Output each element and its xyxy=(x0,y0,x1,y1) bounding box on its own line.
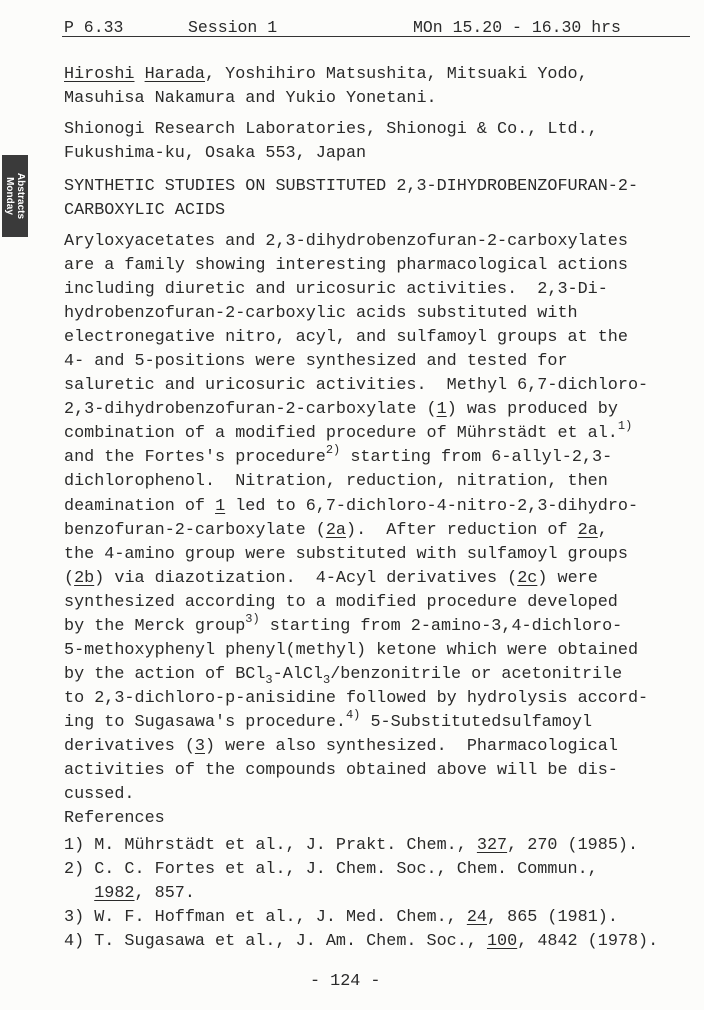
underlined-text: 327 xyxy=(476,836,508,855)
text-line xyxy=(64,200,638,222)
text-segment: derivatives ( xyxy=(64,736,195,756)
text-line xyxy=(64,471,648,493)
superscript: 3) xyxy=(245,611,260,626)
references-heading xyxy=(64,808,165,830)
text-line xyxy=(64,327,648,349)
text-segment: Masuhisa Nakamura and Yukio Yonetani. xyxy=(64,89,437,109)
text-segment: ) via diazotization. 4-Acyl derivatives ( xyxy=(94,568,518,588)
tab-line-2: Monday xyxy=(4,177,15,215)
superscript: 4) xyxy=(345,707,361,722)
text-segment: -AlCl xyxy=(272,664,323,684)
text-segment: including diuretic and uricosuric activities. 2,3-Di- xyxy=(64,280,608,300)
text-segment: deamination of xyxy=(64,496,216,516)
underlined-text: 1 xyxy=(215,496,226,516)
text-line xyxy=(64,143,598,165)
underlined-text: 24 xyxy=(466,908,487,928)
superscript: 1) xyxy=(617,419,633,434)
text-line xyxy=(64,883,658,905)
underlined-text: Harada xyxy=(144,65,206,84)
text-segment: cussed. xyxy=(64,785,135,805)
text-line xyxy=(64,64,588,86)
text-segment: 3) W. F. Hoffman et al., J. Med. Chem., xyxy=(64,908,467,928)
text-segment: 4) T. Sugasawa et al., J. Am. Chem. Soc., xyxy=(64,932,487,952)
page-header xyxy=(62,15,690,37)
text-segment xyxy=(64,884,94,903)
text-segment: by the Merck group xyxy=(64,616,246,636)
text-line xyxy=(64,664,648,686)
text-segment: benzofuran-2-carboxylate ( xyxy=(64,520,326,540)
text-segment: the 4-amino group were substituted with sulfamoyl groups xyxy=(64,544,628,564)
text-line xyxy=(64,496,648,518)
session-label: Session 1 xyxy=(188,18,278,37)
underlined-text: 100 xyxy=(486,932,518,952)
text-line xyxy=(64,784,648,806)
text-line xyxy=(64,375,648,397)
text-line xyxy=(64,399,648,421)
text-segment: 5-methoxyphenyl phenyl(methyl) ketone which were obtained xyxy=(64,640,639,660)
text-segment xyxy=(135,65,145,84)
text-segment: , xyxy=(597,520,608,540)
page-number: - 124 - xyxy=(310,972,381,991)
text-segment: ing to Sugasawa's procedure. xyxy=(64,712,346,732)
underlined-text: Hiroshi xyxy=(64,65,135,84)
text-segment: Aryloxyacetates and 2,3-dihydrobenzofuran-2-carboxylates xyxy=(64,232,628,251)
text-line xyxy=(64,736,648,758)
text-line xyxy=(64,544,648,566)
text-line xyxy=(64,808,165,830)
paper-title xyxy=(64,176,638,222)
text-segment: SYNTHETIC STUDIES ON SUBSTITUTED 2,3-DIHYDROBENZOFURAN-2- xyxy=(64,177,639,196)
underlined-text: 1 xyxy=(436,400,447,420)
authors xyxy=(64,64,588,110)
text-segment: Shionogi Research Laboratories, Shionogi & Co., Ltd., xyxy=(64,120,598,139)
underlined-text: 2a xyxy=(325,520,346,540)
text-line xyxy=(64,303,648,325)
text-segment: are a family showing interesting pharmacological actions xyxy=(64,256,628,276)
text-line xyxy=(64,279,648,301)
text-segment: hydrobenzofuran-2-carboxylic acids substituted with xyxy=(64,304,578,324)
text-line xyxy=(64,907,658,929)
text-line xyxy=(64,176,638,198)
text-segment: dichlorophenol. Nitration, reduction, nitration, then xyxy=(64,472,608,492)
text-segment: ) were xyxy=(537,568,598,588)
text-line xyxy=(64,640,648,662)
text-line xyxy=(64,351,648,373)
underlined-text: 2a xyxy=(577,520,598,540)
underlined-text: 1982 xyxy=(94,884,135,904)
text-line xyxy=(64,592,648,614)
text-segment: , 857. xyxy=(134,884,195,904)
text-segment: starting from 2-amino-3,4-dichloro- xyxy=(259,616,623,636)
text-segment: and the Fortes's procedure xyxy=(64,448,326,468)
text-segment: CARBOXYLIC ACIDS xyxy=(64,201,226,221)
text-line xyxy=(64,835,658,857)
text-line xyxy=(64,859,658,881)
text-line xyxy=(64,419,648,445)
affiliation xyxy=(64,119,598,165)
text-segment: ) was produced by xyxy=(446,400,618,420)
text-line xyxy=(64,707,648,734)
underlined-text: 2c xyxy=(517,568,538,588)
text-segment: , 4842 (1978). xyxy=(517,932,659,952)
text-segment: led to 6,7-dichloro-4-nitro-2,3-dihydro- xyxy=(225,496,639,516)
text-segment: 2,3-dihydrobenzofuran-2-carboxylate ( xyxy=(64,400,437,420)
text-segment: ) were also synthesized. Pharmacological xyxy=(205,736,618,756)
underlined-text: 3 xyxy=(194,736,205,756)
text-line xyxy=(64,760,648,782)
text-segment: , 270 (1985). xyxy=(507,836,639,855)
text-segment: saluretic and uricosuric activities. Methyl 6,7-dichloro- xyxy=(64,376,649,396)
text-line xyxy=(64,931,658,953)
text-segment: ). After reduction of xyxy=(346,520,578,540)
text-segment: to 2,3-dichloro-p-anisidine followed by hydrolysis accord- xyxy=(64,688,649,708)
text-segment: combination of a modified procedure of Mührstädt et al. xyxy=(64,424,618,444)
abstract-code: P 6.33 xyxy=(64,18,124,37)
text-segment: Fukushima-ku, Osaka 553, Japan xyxy=(64,144,367,164)
abstract-body xyxy=(64,231,648,806)
text-segment: 5-Substitutedsulfamoyl xyxy=(360,712,593,732)
text-line xyxy=(64,611,648,638)
text-segment: by the action of BCl xyxy=(64,664,266,684)
text-segment: /benzonitrile or acetonitrile xyxy=(330,664,623,684)
text-segment: 1) M. Mührstädt et al., J. Prakt. Chem., xyxy=(64,836,477,855)
text-line xyxy=(64,688,648,710)
references-list xyxy=(64,835,658,953)
subscript: 3 xyxy=(265,672,273,687)
text-segment: 2) C. C. Fortes et al., J. Chem. Soc., Chem. Commun., xyxy=(64,860,598,880)
superscript: 2) xyxy=(325,443,341,458)
text-line xyxy=(64,119,598,141)
text-segment: , 865 (1981). xyxy=(486,908,618,928)
text-line xyxy=(64,255,648,277)
text-segment: , Yoshihiro Matsushita, Mitsuaki Yodo, xyxy=(205,65,588,84)
text-segment: References xyxy=(64,809,165,828)
text-line xyxy=(64,88,588,110)
subscript: 3 xyxy=(322,672,331,687)
text-line xyxy=(64,520,648,542)
session-time: MOn 15.20 - 16.30 hrs xyxy=(413,18,621,37)
underlined-text: 2b xyxy=(74,568,95,588)
text-segment: 4- and 5-positions were synthesized and tested for xyxy=(64,352,568,372)
text-line xyxy=(64,568,648,590)
text-segment: electronegative nitro, acyl, and sulfamoyl groups at the xyxy=(64,328,628,348)
text-segment: synthesized according to a modified procedure developed xyxy=(64,592,618,612)
tab-line-1: Abstracts xyxy=(15,172,26,220)
text-line xyxy=(64,231,648,253)
text-segment: ( xyxy=(64,568,75,588)
text-line xyxy=(64,443,648,469)
text-segment: starting from 6-allyl-2,3- xyxy=(340,448,613,468)
section-tab xyxy=(2,155,28,237)
text-segment: activities of the compounds obtained above will be dis- xyxy=(64,761,618,781)
